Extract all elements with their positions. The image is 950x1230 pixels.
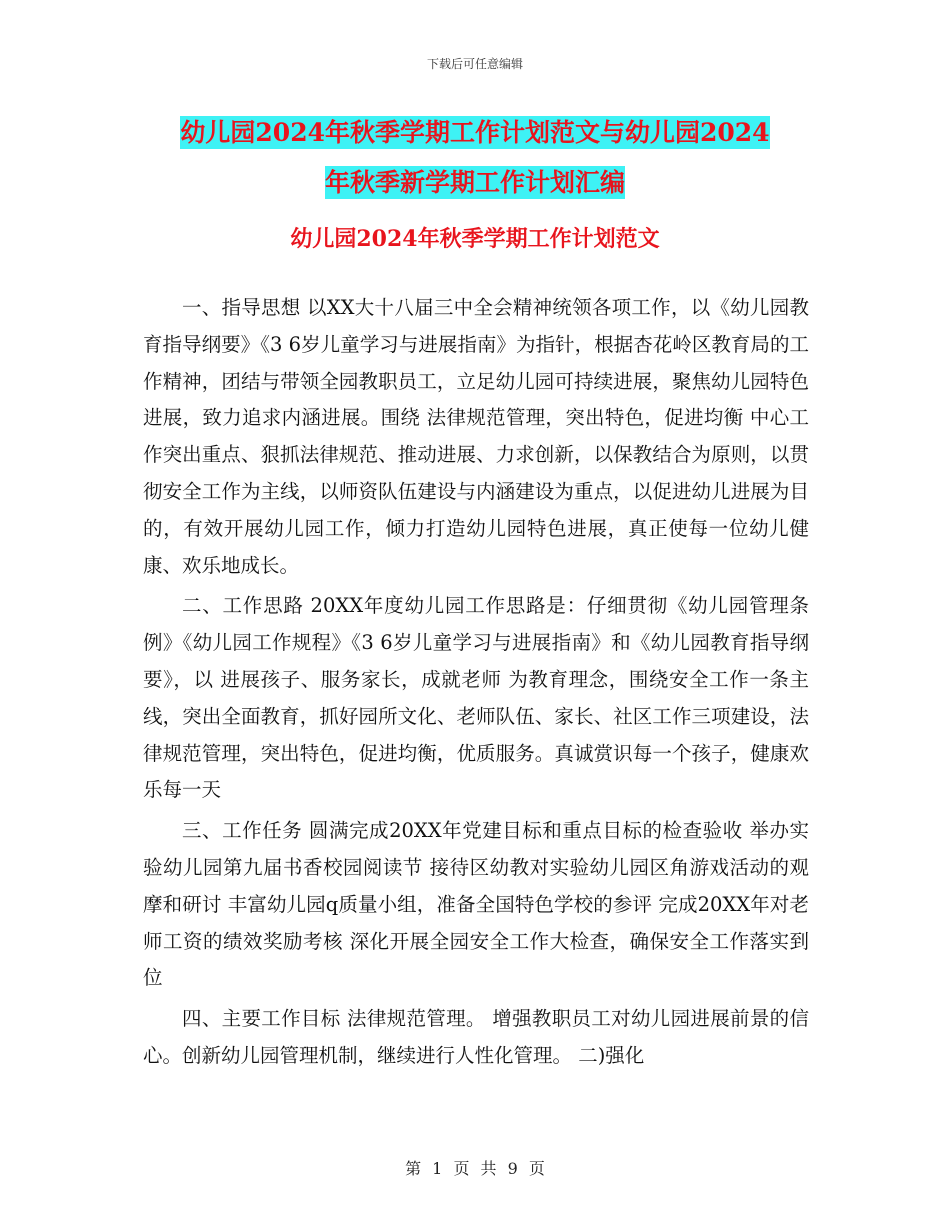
paragraph-main-goals: 四、主要工作目标 法律规范管理。 增强教职员工对幼儿园进展前景的信心。创新幼儿园管理机制，继续进行人性化管理。 二)强化 <box>143 1007 809 1067</box>
paragraph-work-approach: 二、工作思路 20XX年度幼儿园工作思路是：仔细贯彻《幼儿园管理条例》《幼儿园工作规程》《3 6岁儿童学习与进展指南》和《幼儿园教育指导纲要》，以 进展孩子、服务家长，成就老师 为教育理念，围绕安全工作一条主线，突出全面教育，抓好园所文化、老师队伍、家长、社区工作三项建设，法律规范管理，突出特色，促进均衡，优质服务。真诚赏识每一个孩子，健康欢乐每一天 <box>143 594 809 802</box>
document-title <box>140 108 810 208</box>
page-footer: 第 1 页 共 9 页 <box>405 1159 545 1178</box>
paragraph-guiding-ideology: 一、指导思想 以XX大十八届三中全会精神统领各项工作，以《幼儿园教育指导纲要》《3 6岁儿童学习与进展指南》为指针，根据杏花岭区教育局的工作精神，团结与带领全园教职员工，立足幼儿园可持续进展，聚焦幼儿园特色进展，致力追求内涵进展。围绕 法律规范管理，突出特色，促进均衡 中心工作突出重点、狠抓法律规范、推动进展、力求创新，以保教结合为原则，以贯彻安全工作为主线，以师资队伍建设与内涵建设为重点，以促进幼儿进展为目的，有效开展幼儿园工作，倾力打造幼儿园特色进展，真正使每一位幼儿健康、欢乐地成长。 <box>143 296 809 577</box>
section-title: 幼儿园2024年秋季学期工作计划范文 <box>290 226 660 252</box>
document-title-line-1: 幼儿园2024年秋季学期工作计划范文与幼儿园2024 <box>180 118 770 147</box>
header-note: 下载后可任意编辑 <box>426 57 523 71</box>
document-title-line-2: 年秋季新学期工作计划汇编 <box>324 168 625 197</box>
body-text <box>143 290 809 1079</box>
paragraph-work-tasks: 三、工作任务 圆满完成20XX年党建目标和重点目标的检查验收 举办实验幼儿园第九届书香校园阅读节 接待区幼教对实验幼儿园区角游戏活动的观摩和研讨 丰富幼儿园q质量小组，准备全国特色学校的参评 完成20XX年对老师工资的绩效奖励考核 深化开展全园安全工作大检查，确保安全工作落实到位 <box>143 819 809 990</box>
